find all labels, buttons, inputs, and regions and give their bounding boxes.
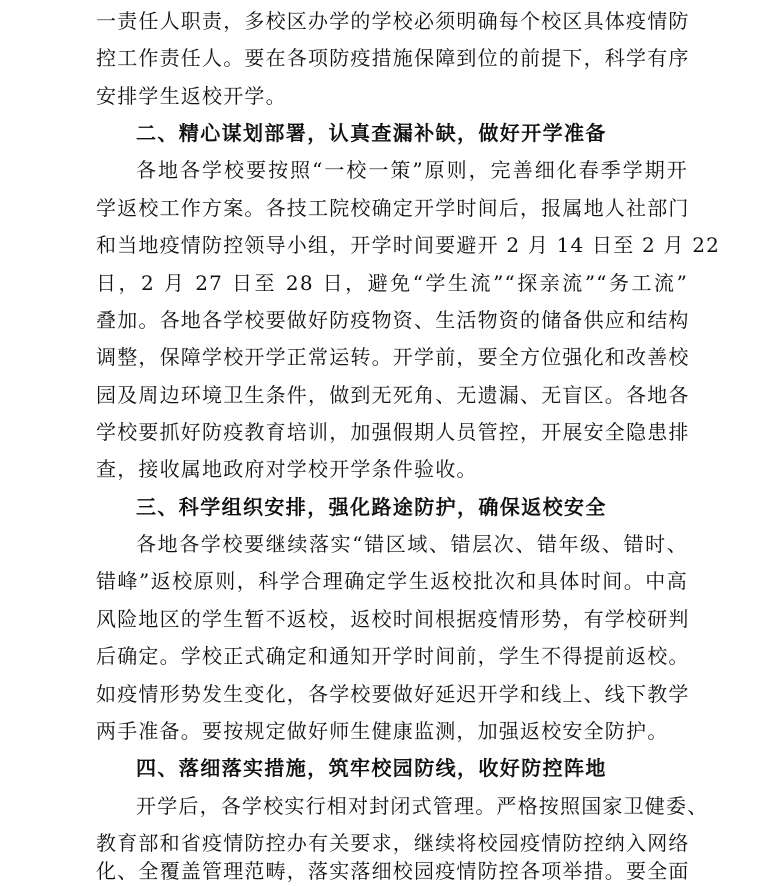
paragraph-line: 各地各学校要继续落实“错区域、错层次、错年级、错时、 [136,532,688,556]
section-heading-3: 三、科学组织安排，强化路途防护，确保返校安全 [136,495,607,519]
paragraph-line: 控工作责任人。要在各项防疫措施保障到位的前提下，科学有序 [96,46,690,70]
paragraph-line: 化、全覆盖管理范畴，落实落细校园疫情防控各项举措。要全面 [96,859,690,883]
paragraph-line: 日，2 月 27 日至 28 日，避免“学生流”“探亲流”“务工流” [96,271,688,295]
paragraph-line: 两手准备。要按规定做好师生健康监测，加强返校安全防护。 [96,719,669,743]
paragraph-line: 一责任人职责，多校区办学的学校必须明确每个校区具体疫情防 [96,9,690,33]
paragraph-line: 调整，保障学校开学正常运转。开学前，要全方位强化和改善校 [96,345,690,369]
paragraph-line: 叠加。各地各学校要做好防疫物资、生活物资的储备供应和结构 [96,308,690,332]
paragraph-line: 查，接收属地政府对学校开学条件验收。 [96,457,478,481]
paragraph-line: 各地各学校要按照“一校一策”原则，完善细化春季学期开 [136,158,688,182]
paragraph-line: 风险地区的学生暂不返校，返校时间根据疫情形势，有学校研判 [96,607,690,631]
paragraph-line: 如疫情形势发生变化，各学校要做好延迟开学和线上、线下教学 [96,682,690,706]
paragraph-line: 和当地疫情防控领导小组，开学时间要避开 2 月 14 日至 2 月 22 [96,233,721,257]
paragraph-line: 学返校工作方案。各技工院校确定开学时间后，报属地人社部门 [96,196,690,220]
paragraph-line: 安排学生返校开学。 [96,84,287,108]
paragraph-line: 园及周边环境卫生条件，做到无死角、无遗漏、无盲区。各地各 [96,383,690,407]
paragraph-line: 学校要抓好防疫教育培训，加强假期人员管控，开展安全隐患排 [96,420,690,444]
paragraph-line: 教育部和省疫情防控办有关要求，继续将校园疫情防控纳入网络 [96,831,690,855]
section-heading-2: 二、精心谋划部署，认真查漏补缺，做好开学准备 [136,121,607,145]
section-heading-4: 四、落细落实措施，筑牢校园防线，收好防控阵地 [136,756,607,780]
paragraph-line: 错峰”返校原则，科学合理确定学生返校批次和具体时间。中高 [96,569,688,593]
paragraph-line: 开学后，各学校实行相对封闭式管理。严格按照国家卫健委、 [136,794,709,818]
paragraph-line: 后确定。学校正式确定和通知开学时间前，学生不得提前返校。 [96,644,690,668]
